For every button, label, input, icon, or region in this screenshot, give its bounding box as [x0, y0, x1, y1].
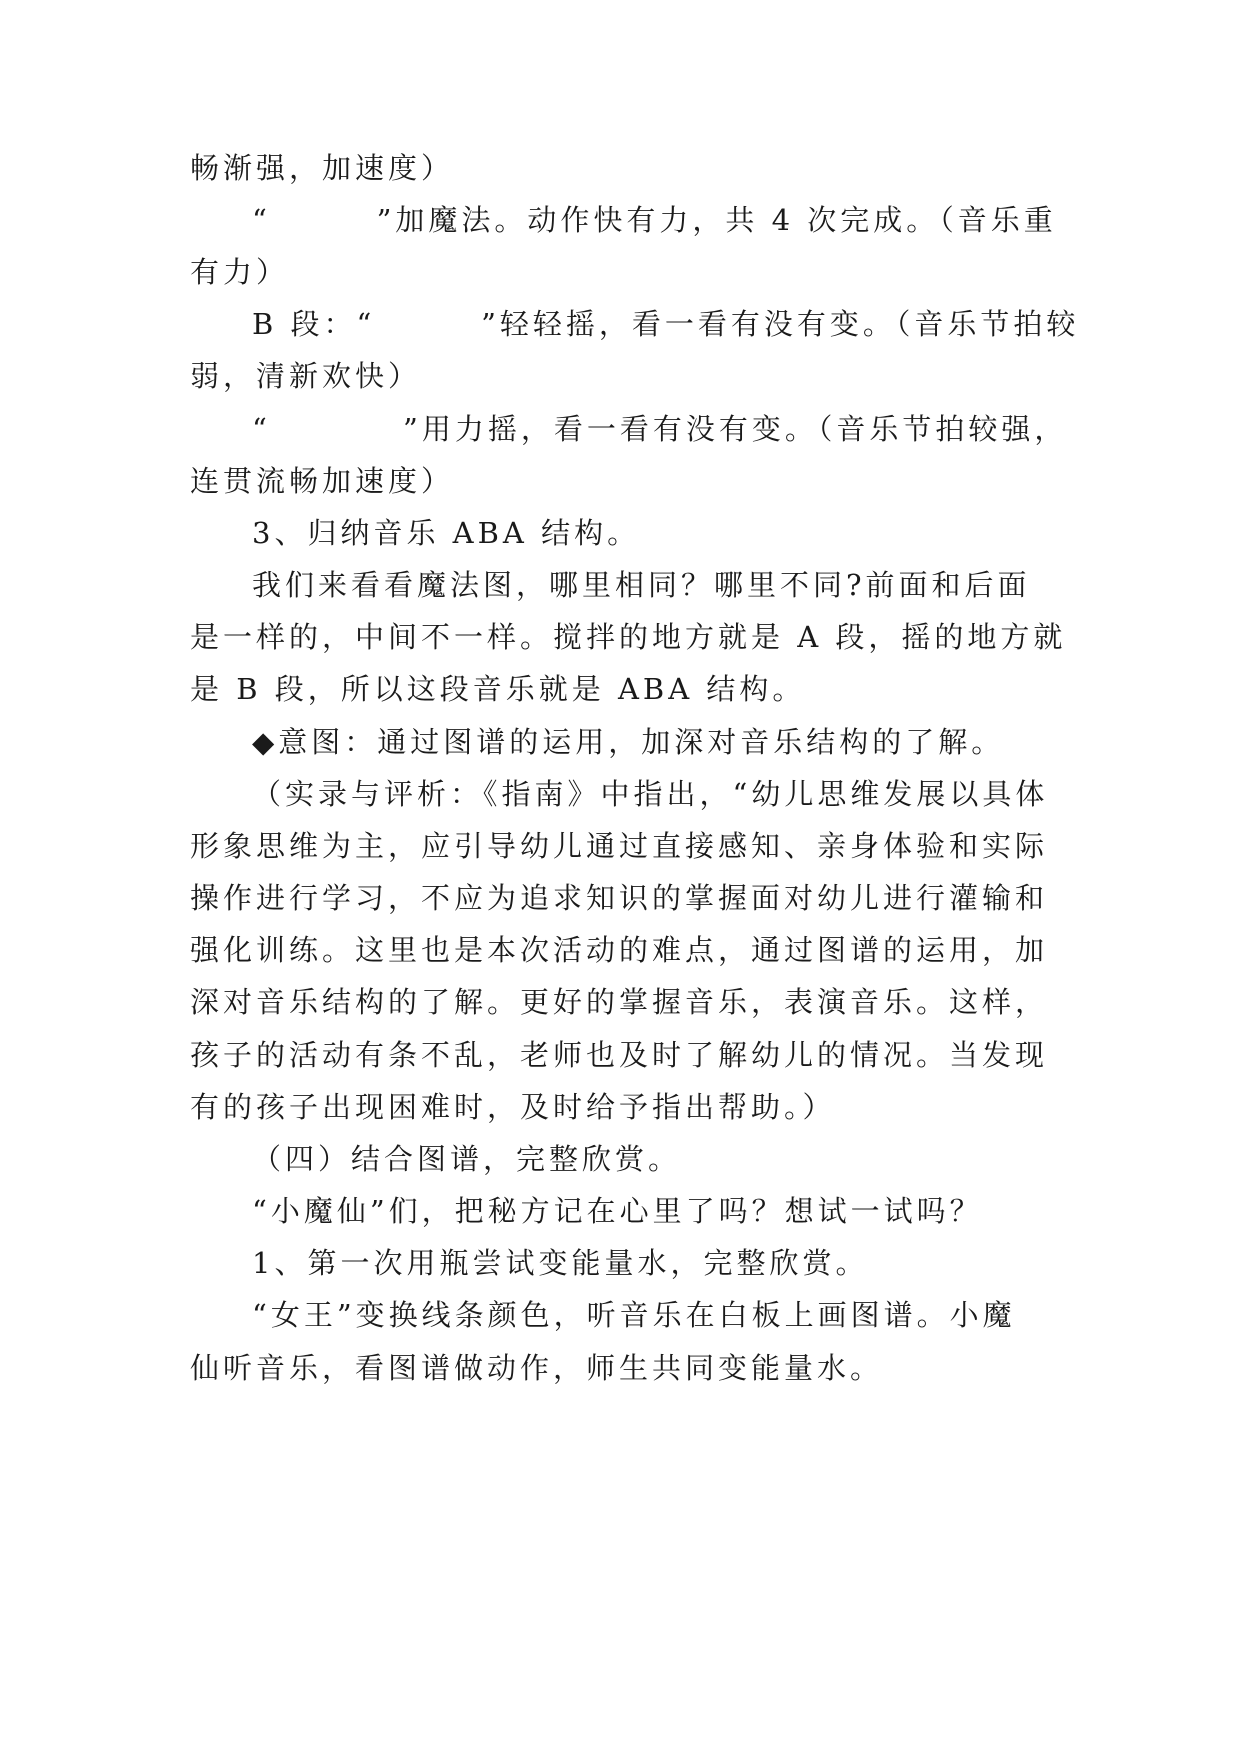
- text-line: B 段：“ ”轻轻摇，看一看有没有变。（音乐节拍较: [252, 307, 1080, 341]
- text-line: “ ”加魔法。动作快有力，共 4 次完成。（音乐重: [252, 203, 1057, 237]
- text-line: ◆意图：通过图谱的运用，加深对音乐结构的了解。: [252, 725, 1005, 759]
- text-line: 深对音乐结构的了解。更好的掌握音乐，表演音乐。这样，: [190, 985, 1049, 1019]
- text-line: 是 B 段，所以这段音乐就是 ABA 结构。: [190, 672, 806, 706]
- text-line: 形象思维为主，应引导幼儿通过直接感知、亲身体验和实际: [190, 829, 1049, 863]
- text-line: （实录与评析：《指南》中指出，“幼儿思维发展以具体: [252, 777, 1049, 811]
- text-line: 有的孩子出现困难时，及时给予指出帮助。）: [190, 1090, 836, 1124]
- text-line: 是一样的，中间不一样。搅拌的地方就是 A 段，摇的地方就: [190, 620, 1067, 654]
- text-line: 仙听音乐，看图谱做动作，师生共同变能量水。: [190, 1351, 884, 1385]
- text-line: 强化训练。这里也是本次活动的难点，通过图谱的运用，加: [190, 933, 1049, 967]
- text-line: 畅渐强，加速度）: [190, 151, 455, 185]
- text-line: 弱，清新欢快）: [190, 359, 422, 393]
- text-line: 操作进行学习，不应为追求知识的掌握面对幼儿进行灌输和: [190, 881, 1049, 915]
- text-line: “女王”变换线条颜色，听音乐在白板上画图谱。小魔: [252, 1298, 1016, 1332]
- text-line: 孩子的活动有条不乱，老师也及时了解幼儿的情况。当发现: [190, 1038, 1049, 1072]
- text-line: 连贯流畅加速度）: [190, 464, 455, 498]
- text-line: （四）结合图谱，完整欣赏。: [252, 1142, 682, 1176]
- text-line: 3、归纳音乐 ABA 结构。: [252, 516, 641, 550]
- text-line: 1、第一次用瓶尝试变能量水，完整欣赏。: [252, 1246, 869, 1280]
- text-line: 我们来看看魔法图，哪里相同？哪里不同?前面和后面: [252, 568, 1031, 602]
- text-line: “小魔仙”们，把秘方记在心里了吗？想试一试吗？: [252, 1194, 983, 1228]
- text-line: “ ”用力摇，看一看有没有变。（音乐节拍较强，: [252, 412, 1068, 446]
- text-line: 有力）: [190, 255, 290, 289]
